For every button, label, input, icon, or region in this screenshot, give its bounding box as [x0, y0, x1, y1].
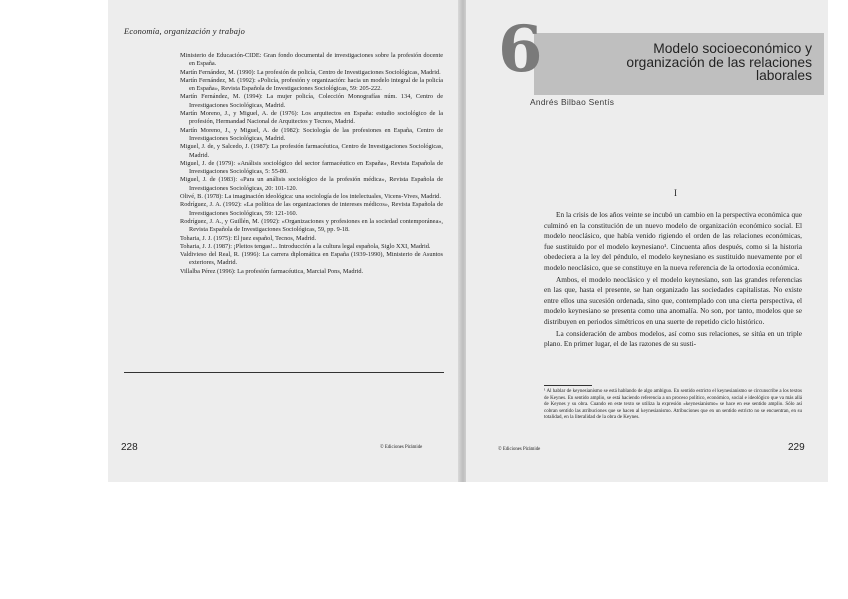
reference-entry: Martín Fernández, M. (1994): La mujer policía, Colección Monografías núm. 134, Centro de Investigaciones Sociológicas, Madrid. [180, 93, 443, 109]
reference-entry: Toharia, J. J. (1987): ¡Pleitos tengas!... Introducción a la cultura legal española, Siglo XXI, Madrid. [180, 242, 431, 250]
chapter-title: Modelo socioeconómico y organización de las relaciones laborales [626, 41, 812, 83]
reference-entry: Rodríguez, J. A. (1992): «La política de las organizaciones de intereses médicos», Revista Española de Investigaciones Sociológicas, 59: 121-160. [180, 201, 443, 217]
page-number: 228 [121, 442, 138, 453]
reference-entry: Miguel, J. de (1983): «Para un análisis sociológico de la profesión médica», Revista Española de Investigaciones Sociológicas, 20: 101-120. [180, 176, 443, 192]
reference-entry: Martín Moreno, J., y Miguel, A. de (1982): Sociología de las profesiones en España, Centro de Investigaciones Sociológicas, Madrid. [180, 126, 443, 142]
right-page [466, 0, 828, 482]
paragraph: En la crisis de los años veinte se incubó un cambio en la perspectiva económica que culminó en la constitución de un nuevo modelo de organización económico social. El modelo neoclásico, que había venido rigiendo el orden de las relaciones económicas, fue sustituido por el modelo keynesiano¹. Cincuenta años después, como si la historia obedeciera a la ley del péndulo, el modelo keynesiano es sustituido nuevamente por el modelo neoclásico, que se constituye en la nueva referencia de la ortodoxia económica. [544, 210, 802, 272]
publisher-credit: © Ediciones Pirámide [380, 445, 423, 450]
left-page [108, 0, 460, 482]
reference-list [180, 52, 443, 276]
paragraph: Ambos, el modelo neoclásico y el modelo keynesiano, son las grandes referencias en las que, hasta el presente, se han organizado las sociedades capitalistas. No existe entre ellos una sucesión ordenada, sino que, contemplado con una cierta perspectiva, el modelo keynesiano se presenta como una anomalía. No son, por tanto, modelos que se distribuyen en periodos simétricos en una suerte de repetido ciclo histórico. [544, 274, 802, 326]
body-text [544, 210, 802, 351]
reference-entry: Valdivieso del Real, R. (1996): La carrera diplomática en España (1939-1990), Ministerio de Asuntos exteriores, Madrid. [180, 251, 443, 267]
page-rule [124, 372, 444, 373]
paragraph: La consideración de ambos modelos, así como sus relaciones, se sitúa en un triple plano. En primer lugar, el de las razones de su susti- [544, 328, 802, 349]
reference-entry: Martín Fernández, M. (1990): La profesión de policía, Centro de Investigaciones Sociológicas, Madrid. [180, 68, 441, 76]
section-number: I [674, 188, 677, 198]
running-head: Economía, organización y trabajo [124, 27, 246, 36]
reference-entry: Ministerio de Educación-CIDE: Gran fondo documental de investigaciones sobre la profesión docente en España. [180, 52, 443, 68]
page-number: 229 [788, 442, 805, 453]
publisher-credit: © Ediciones Pirámide [498, 447, 541, 452]
reference-entry: Miguel, J. de (1979): «Análisis sociológico del sector farmacéutico en España», Revista Española de Investigaciones Sociológicas, 5: 55-80. [180, 159, 443, 176]
reference-entry: Martín Moreno, J., y Miguel, A. de (1976): Los arquitectos en España: estudio sociológico de la profesión, Hermandad Nacional de Arquitectos y Tecnos, Madrid. [180, 110, 443, 126]
footnote: ¹ Al hablar de keynesianismo se está hablando de algo ambiguo. En sentido estricto el keynesianismo se circunscribe a los textos de Keynes. En sentido amplio, se está haciendo referencia a un proceso político, económico, social e ideológico que va más allá de Keynes y su obra. Cuando en este texto se utiliza la expresión «keynesianismo» se hace en ese sentido amplio. Sólo así cobran sentido las atribuciones que se hacen al keynesianismo. Atribuciones que en un sentido estricto no se encuentran, en su totalidad, en la literalidad de la obra de Keynes. [544, 389, 802, 421]
reference-entry: Rodríguez, J. A., y Guillén, M. (1992): «Organizaciones y profesiones en la sociedad contemporánea», Revista Española de Investigaciones Sociológicas, 59, pp. 9-18. [180, 217, 443, 234]
chapter-author: Andrés Bilbao Sentís [530, 97, 615, 107]
reference-entry: Miguel, J. de, y Salcedo, J. (1987): La profesión farmacéutica, Centro de Investigaciones Sociológicas, Madrid. [180, 143, 443, 159]
footnote-rule [544, 385, 592, 386]
reference-entry: Olivé, B. (1978): La imaginación ideológica: una sociología de los intelectuales, Vicens-Vives, Madrid. [180, 193, 441, 201]
chapter-number: 6 [498, 12, 543, 87]
reference-entry: Toharia, J. J. (1975): El juez español, Tecnos, Madrid. [180, 234, 317, 242]
reference-entry: Villalba Pérez (1996): La profesión farmacéutica, Marcial Pons, Madrid. [180, 267, 364, 275]
reference-entry: Martín Fernández, M. (1992): «Policía, profesión y organización: hacia un modelo integral de la policía en España», Revista Española de Investigaciones Sociológicas, 59: 205-222. [180, 76, 443, 93]
